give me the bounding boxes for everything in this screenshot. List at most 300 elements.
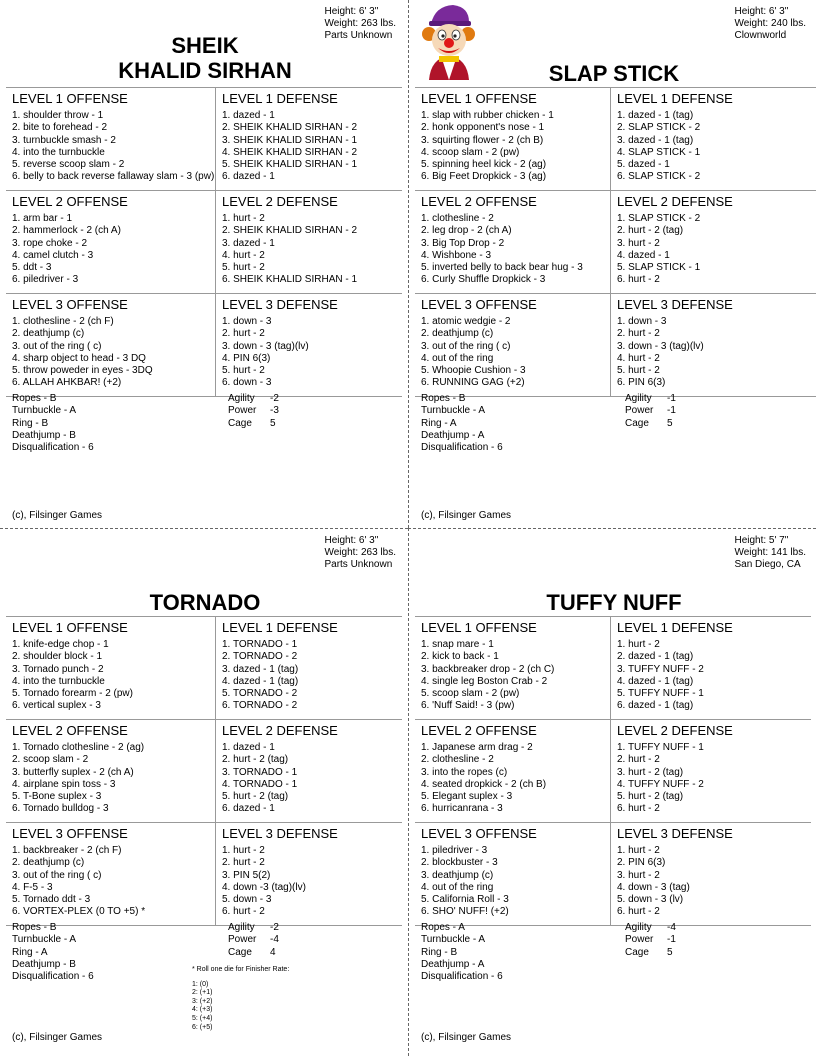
- card-sheik: [0, 0, 408, 528]
- stat-line: [625, 934, 676, 946]
- weight-text: Weight: 263 lbs.: [324, 18, 396, 29]
- stat-key: Cage: [228, 946, 252, 958]
- defense-move: 2. dazed - 1 (tag): [617, 651, 694, 663]
- defense-cell: [611, 823, 811, 925]
- offense-move: 5. spinning heel kick - 2 (ag): [421, 159, 547, 171]
- offense-move: 5. reverse scoop slam - 2: [12, 159, 125, 171]
- offense-move: 6. RUNNING GAG (+2): [421, 377, 525, 389]
- offense-cell: [415, 294, 611, 396]
- stat-line: [228, 922, 279, 934]
- defense-move: 1. hurt - 2: [617, 845, 660, 856]
- note-line: 6: (+5): [192, 1023, 213, 1031]
- hometown-text: Parts Unknown: [324, 559, 393, 570]
- note-line: 4: (+3): [192, 1006, 213, 1014]
- offense-move: 2. kick to back - 1: [421, 651, 499, 663]
- offense-move: 4. scoop slam - 2 (pw): [421, 146, 520, 158]
- copyright-text: (c), Filsinger Games: [421, 1032, 512, 1043]
- defense-move: 2. hurt - 2: [617, 328, 660, 340]
- offense-move: 1. Tornado clothesline - 2 (ag): [12, 742, 145, 753]
- offense-move: 5. inverted belly to back bear hug - 3: [421, 262, 583, 274]
- offense-move: 1. Japanese arm drag - 2: [421, 742, 533, 753]
- copyright-text: (c), Filsinger Games: [12, 510, 103, 521]
- offense-move: 4. F-5 - 3: [12, 881, 53, 893]
- defense-move: 4. down - 3 (tag): [617, 881, 690, 893]
- offense-cell: [415, 720, 611, 822]
- offense-move: 3. Big Top Drop - 2: [421, 237, 505, 249]
- offense-cell: [6, 294, 216, 396]
- offense-move: 5. Elegant suplex - 3: [421, 791, 513, 803]
- offense-move: 6. vertical suplex - 3: [12, 700, 101, 712]
- defense-cell: [216, 294, 402, 396]
- stat-value: -4: [270, 934, 279, 946]
- offense-move: 2. honk opponent's nose - 1: [421, 122, 545, 134]
- defense-title: LEVEL 2 DEFENSE: [222, 194, 338, 209]
- defense-move: 2. hurt - 2 (tag): [222, 754, 289, 766]
- offense-move: 3. turnbuckle smash - 2: [12, 134, 116, 146]
- offense-move: 4. into the turnbuckle: [12, 146, 105, 158]
- defense-move: 6. hurt - 2: [617, 906, 660, 918]
- height-text: Height: 6' 3": [734, 6, 789, 17]
- offense-move: 1. backbreaker - 2 (ch F): [12, 845, 122, 856]
- stats-right: [625, 393, 676, 430]
- stat-line: [228, 405, 279, 417]
- finisher-note: [192, 966, 289, 1032]
- defense-move: 3. TORNADO - 1: [222, 766, 298, 778]
- offense-move: 5. ddt - 3: [12, 262, 52, 274]
- stat-line: [228, 393, 279, 405]
- defense-move: 6. dazed - 1: [222, 171, 275, 183]
- offense-move: 4. seated dropkick - 2 (ch B): [421, 778, 547, 790]
- defense-move: 3. PIN 5(2): [222, 869, 271, 881]
- level-row: [415, 191, 816, 294]
- card-tornado: [0, 528, 408, 1056]
- offense-move: 1. clothesline - 2: [421, 213, 494, 224]
- defense-title: LEVEL 2 DEFENSE: [222, 723, 338, 738]
- stat-line: [625, 922, 676, 934]
- offense-move: 5. Tornado forearm - 2 (pw): [12, 688, 133, 700]
- defense-move: 2. SLAP STICK - 2: [617, 122, 701, 134]
- note-line: 1: (0): [192, 980, 209, 988]
- offense-move: 5. throw poweder in eyes - 3DQ: [12, 365, 153, 377]
- stat-key: Power: [228, 405, 257, 417]
- stat-line: [625, 405, 676, 417]
- wrestler-info: [324, 535, 396, 571]
- note-list: [192, 981, 289, 1033]
- defense-move: 2. hurt - 2 (tag): [617, 225, 684, 237]
- stat-value: -3: [270, 405, 279, 417]
- defense-move: 2. SHEIK KHALID SIRHAN - 2: [222, 122, 358, 134]
- defense-move: 5. TUFFY NUFF - 1: [617, 688, 704, 700]
- defense-move: 5. dazed - 1: [617, 159, 670, 171]
- offense-move: 2. shoulder block - 1: [12, 651, 103, 663]
- defense-title: LEVEL 2 DEFENSE: [617, 194, 733, 209]
- defense-cell: [611, 88, 816, 190]
- offense-title: LEVEL 2 OFFENSE: [421, 723, 537, 738]
- defense-move: 6. down - 3: [222, 377, 272, 389]
- offense-move: 3. butterfly suplex - 2 (ch A): [12, 766, 134, 778]
- defense-move: 4. dazed - 1: [617, 249, 670, 261]
- offense-move: 3. deathjump (c): [421, 869, 494, 881]
- defense-move: 6. hurt - 2: [617, 274, 660, 286]
- weight-text: Weight: 240 lbs.: [734, 18, 806, 29]
- defense-move: 5. hurt - 2 (tag): [617, 791, 684, 803]
- offense-move: 5. T-Bone suplex - 3: [12, 791, 102, 803]
- defense-move: 4. TUFFY NUFF - 2: [617, 778, 704, 790]
- defense-move: 3. dazed - 1 (tag): [617, 134, 694, 146]
- offense-move: 6. Tornado bulldog - 3: [12, 803, 109, 815]
- offense-move: 1. snap mare - 1: [421, 639, 494, 650]
- stats-right: [228, 393, 279, 430]
- defense-title: LEVEL 3 DEFENSE: [617, 297, 733, 312]
- weight-text: Weight: 141 lbs.: [734, 547, 806, 558]
- note-title: * Roll one die for Finisher Rate:: [192, 966, 290, 973]
- stat-line: Turnbuckle - A: [421, 934, 486, 946]
- offense-move: 6. hurricanrana - 3: [421, 803, 503, 815]
- defense-title: LEVEL 1 DEFENSE: [617, 91, 733, 106]
- defense-move: 2. PIN 6(3): [617, 857, 666, 869]
- stat-line: Ring - A: [421, 417, 457, 429]
- defense-move: 6. hurt - 2: [617, 803, 660, 815]
- stat-line: Ring - B: [12, 417, 49, 429]
- stat-key: Agility: [228, 922, 255, 933]
- stat-key: Agility: [625, 393, 652, 404]
- defense-move: 4. dazed - 1 (tag): [222, 675, 299, 687]
- wrestler-info: [324, 6, 396, 42]
- copyright-text: (c), Filsinger Games: [421, 510, 512, 521]
- defense-move: 5. hurt - 2: [222, 365, 265, 377]
- card-tuffy-nuff: [408, 528, 816, 1056]
- wrestler-name: [80, 33, 330, 83]
- defense-title: LEVEL 3 DEFENSE: [617, 826, 733, 841]
- stat-value: 5: [667, 417, 673, 429]
- defense-move: 1. dazed - 1: [222, 110, 275, 121]
- stat-key: Power: [625, 934, 654, 946]
- defense-move: 3. TUFFY NUFF - 2: [617, 663, 704, 675]
- defense-move: 2. hurt - 2: [222, 857, 265, 869]
- defense-cell: [611, 294, 816, 396]
- defense-move: 1. dazed - 1: [222, 742, 275, 753]
- offense-title: LEVEL 3 OFFENSE: [421, 826, 537, 841]
- offense-cell: [415, 88, 611, 190]
- defense-move: 5. hurt - 2: [617, 365, 660, 377]
- defense-move: 6. TORNADO - 2: [222, 700, 298, 712]
- defense-move: 1. down - 3: [222, 316, 272, 327]
- offense-title: LEVEL 1 OFFENSE: [421, 620, 537, 635]
- height-text: Height: 5' 7": [734, 535, 789, 546]
- name-line: KHALID SIRHAN: [118, 58, 292, 83]
- level-row: [415, 294, 816, 397]
- defense-move: 1. dazed - 1 (tag): [617, 110, 694, 121]
- offense-move: 3. Tornado punch - 2: [12, 663, 104, 675]
- stat-key: Cage: [228, 417, 252, 429]
- level-row: [6, 294, 402, 397]
- stat-line: [625, 418, 676, 430]
- stat-line: Ropes - A: [421, 922, 465, 933]
- stat-line: Disqualification - 6: [12, 971, 94, 983]
- stat-value: -1: [667, 405, 676, 417]
- defense-move: 4. down -3 (tag)(lv): [222, 881, 306, 893]
- offense-move: 3. rope choke - 2: [12, 237, 88, 249]
- name-line: SLAP STICK: [548, 61, 680, 86]
- name-line: SHEIK: [171, 33, 239, 58]
- move-grid: [6, 616, 402, 926]
- offense-move: 4. sharp object to head - 3 DQ: [12, 352, 146, 364]
- defense-move: 2. TORNADO - 2: [222, 651, 298, 663]
- stat-line: Ropes - B: [421, 393, 466, 404]
- note-line: 5: (+4): [192, 1014, 213, 1022]
- defense-move: 1. hurt - 2: [222, 213, 265, 224]
- offense-move: 2. blockbuster - 3: [421, 857, 498, 869]
- offense-title: LEVEL 2 OFFENSE: [12, 194, 128, 209]
- defense-move: 3. down - 3 (tag)(lv): [617, 340, 704, 352]
- stat-line: Disqualification - 6: [421, 971, 503, 983]
- stat-line: Deathjump - B: [12, 958, 76, 970]
- defense-move: 4. dazed - 1 (tag): [617, 675, 694, 687]
- offense-move: 2. hammerlock - 2 (ch A): [12, 225, 121, 237]
- defense-move: 6. dazed - 1 (tag): [617, 700, 694, 712]
- offense-cell: [6, 617, 216, 719]
- defense-move: 3. hurt - 2: [617, 237, 660, 249]
- wrestler-info: [734, 535, 806, 571]
- offense-title: LEVEL 3 OFFENSE: [12, 297, 128, 312]
- defense-title: LEVEL 2 DEFENSE: [617, 723, 733, 738]
- stat-line: Deathjump - B: [12, 429, 76, 441]
- offense-cell: [6, 191, 216, 293]
- defense-move: 6. SLAP STICK - 2: [617, 171, 701, 183]
- offense-move: 3. backbreaker drop - 2 (ch C): [421, 663, 555, 675]
- stats-right: [625, 922, 676, 959]
- defense-move: 6. dazed - 1: [222, 803, 275, 815]
- note-line: 2: (+1): [192, 989, 213, 997]
- defense-move: 3. hurt - 2: [617, 869, 660, 881]
- stat-line: Ring - B: [421, 946, 458, 958]
- defense-move: 2. hurt - 2: [617, 754, 660, 766]
- offense-move: 1. piledriver - 3: [421, 845, 488, 856]
- clown-image: [419, 4, 477, 80]
- defense-move: 3. hurt - 2 (tag): [617, 766, 684, 778]
- offense-move: 1. arm bar - 1: [12, 213, 73, 224]
- level-row: [6, 720, 402, 823]
- defense-move: 4. hurt - 2: [617, 352, 660, 364]
- stat-key: Power: [625, 405, 654, 417]
- offense-move: 5. scoop slam - 2 (pw): [421, 688, 520, 700]
- offense-move: 1. slap with rubber chicken - 1: [421, 110, 554, 121]
- offense-cell: [6, 88, 216, 190]
- stat-key: Agility: [228, 393, 255, 404]
- offense-move: 6. SHO' NUFF! (+2): [421, 906, 509, 918]
- defense-title: LEVEL 1 DEFENSE: [222, 91, 338, 106]
- defense-move: 5. hurt - 2 (tag): [222, 791, 289, 803]
- move-grid: [415, 616, 811, 926]
- level-row: [415, 88, 816, 191]
- offense-move: 1. knife-edge chop - 1: [12, 639, 109, 650]
- card-slap-stick: [408, 0, 816, 528]
- defense-move: 6. SHEIK KHALID SIRHAN - 1: [222, 274, 358, 286]
- stat-value: -2: [270, 922, 279, 933]
- defense-cell: [611, 191, 816, 293]
- stat-value: -1: [667, 934, 676, 946]
- offense-move: 6. Big Feet Dropkick - 3 (ag): [421, 171, 547, 183]
- move-grid: [6, 87, 402, 397]
- offense-title: LEVEL 2 OFFENSE: [421, 194, 537, 209]
- offense-move: 4. out of the ring: [421, 881, 494, 893]
- stat-line: Turnbuckle - A: [421, 405, 486, 417]
- stat-line: Disqualification - 6: [421, 442, 503, 454]
- stat-value: -2: [270, 393, 279, 404]
- offense-move: 3. out of the ring ( c): [421, 340, 511, 352]
- stat-line: Ring - A: [12, 946, 48, 958]
- defense-move: 4. PIN 6(3): [222, 352, 271, 364]
- wrestler-name: [80, 590, 330, 615]
- defense-cell: [611, 720, 811, 822]
- offense-title: LEVEL 1 OFFENSE: [12, 620, 128, 635]
- offense-move: 4. camel clutch - 3: [12, 249, 94, 261]
- offense-move: 2. deathjump (c): [12, 857, 85, 869]
- stat-value: 4: [270, 946, 276, 958]
- defense-move: 2. SHEIK KHALID SIRHAN - 2: [222, 225, 358, 237]
- defense-title: LEVEL 3 DEFENSE: [222, 297, 338, 312]
- defense-move: 5. hurt - 2: [222, 262, 265, 274]
- stat-line: Ropes - B: [12, 393, 57, 404]
- stat-line: [228, 934, 279, 946]
- offense-move: 1. clothesline - 2 (ch F): [12, 316, 114, 327]
- stat-key: Cage: [625, 417, 649, 429]
- hometown-text: San Diego, CA: [734, 559, 801, 570]
- stats-left: [12, 393, 94, 454]
- stat-value: 5: [667, 946, 673, 958]
- stat-value: 5: [270, 417, 276, 429]
- height-text: Height: 6' 3": [324, 6, 379, 17]
- offense-move: 5. Whoopie Cushion - 3: [421, 365, 526, 377]
- offense-move: 1. atomic wedgie - 2: [421, 316, 511, 327]
- name-line: TORNADO: [149, 590, 261, 615]
- defense-cell: [216, 720, 402, 822]
- defense-move: 2. hurt - 2: [222, 328, 265, 340]
- stats-left: [421, 393, 503, 454]
- level-row: [6, 88, 402, 191]
- offense-move: 6. ALLAH AHKBAR! (+2): [12, 377, 122, 389]
- offense-title: LEVEL 1 OFFENSE: [421, 91, 537, 106]
- defense-move: 6. PIN 6(3): [617, 377, 666, 389]
- defense-cell: [216, 88, 402, 190]
- wrestler-name: [519, 61, 709, 86]
- defense-move: 1. down - 3: [617, 316, 667, 327]
- level-row: [415, 720, 811, 823]
- offense-move: 6. Curly Shuffle Dropkick - 3: [421, 274, 546, 286]
- defense-title: LEVEL 3 DEFENSE: [222, 826, 338, 841]
- defense-move: 4. SHEIK KHALID SIRHAN - 2: [222, 146, 358, 158]
- stat-line: Deathjump - A: [421, 958, 485, 970]
- offense-move: 5. California Roll - 3: [421, 894, 509, 906]
- offense-move: 2. scoop slam - 2: [12, 754, 89, 766]
- offense-move: 1. shoulder throw - 1: [12, 110, 104, 121]
- defense-title: LEVEL 1 DEFENSE: [617, 620, 733, 635]
- defense-move: 4. TORNADO - 1: [222, 778, 298, 790]
- offense-move: 4. out of the ring: [421, 352, 494, 364]
- offense-move: 4. single leg Boston Crab - 2: [421, 675, 548, 687]
- offense-title: LEVEL 3 OFFENSE: [12, 826, 128, 841]
- defense-move: 5. SLAP STICK - 1: [617, 262, 701, 274]
- stat-line: [228, 947, 279, 959]
- defense-move: 4. SLAP STICK - 1: [617, 146, 701, 158]
- stat-key: Agility: [625, 922, 652, 933]
- stat-line: Ropes - B: [12, 922, 57, 933]
- defense-move: 3. dazed - 1 (tag): [222, 663, 299, 675]
- copyright-text: (c), Filsinger Games: [12, 1032, 103, 1043]
- level-row: [415, 617, 811, 720]
- offense-move: 3. squirting flower - 2 (ch B): [421, 134, 544, 146]
- defense-move: 3. down - 3 (tag)(lv): [222, 340, 309, 352]
- offense-cell: [6, 720, 216, 822]
- offense-move: 2. clothesline - 2: [421, 754, 494, 766]
- defense-move: 5. TORNADO - 2: [222, 688, 298, 700]
- stat-line: [625, 947, 676, 959]
- stats-left: [421, 922, 503, 983]
- stat-line: Deathjump - A: [421, 429, 485, 441]
- defense-move: 1. TUFFY NUFF - 1: [617, 742, 704, 753]
- stat-line: [625, 393, 676, 405]
- defense-move: 3. SHEIK KHALID SIRHAN - 1: [222, 134, 358, 146]
- offense-move: 2. bite to forehead - 2: [12, 122, 108, 134]
- offense-move: 3. out of the ring ( c): [12, 340, 102, 352]
- stat-value: -1: [667, 393, 676, 404]
- stat-key: Cage: [625, 946, 649, 958]
- offense-move: 6. VORTEX-PLEX (0 TO +5) *: [12, 906, 146, 918]
- offense-cell: [415, 191, 611, 293]
- level-row: [6, 617, 402, 720]
- stats-left: [12, 922, 94, 983]
- defense-cell: [216, 191, 402, 293]
- defense-move: 3. dazed - 1: [222, 237, 275, 249]
- defense-move: 1. hurt - 2: [617, 639, 660, 650]
- offense-title: LEVEL 3 OFFENSE: [421, 297, 537, 312]
- defense-cell: [216, 823, 402, 925]
- offense-move: 4. airplane spin toss - 3: [12, 778, 116, 790]
- name-line: TUFFY NUFF: [546, 590, 682, 615]
- note-line: 3: (+2): [192, 997, 213, 1005]
- defense-move: 6. hurt - 2: [222, 906, 265, 918]
- offense-cell: [415, 823, 611, 925]
- level-row: [415, 823, 811, 926]
- offense-move: 6. 'Nuff Said! - 3 (pw): [421, 700, 515, 712]
- hometown-text: Clownworld: [734, 30, 787, 41]
- defense-move: 5. SHEIK KHALID SIRHAN - 1: [222, 159, 358, 171]
- defense-move: 1. SLAP STICK - 2: [617, 213, 701, 224]
- hometown-text: Parts Unknown: [324, 30, 393, 41]
- defense-title: LEVEL 1 DEFENSE: [222, 620, 338, 635]
- defense-cell: [611, 617, 811, 719]
- height-text: Height: 6' 3": [324, 535, 379, 546]
- stat-key: Power: [228, 934, 257, 946]
- defense-move: 5. down - 3 (lv): [617, 894, 684, 906]
- stat-line: Turnbuckle - A: [12, 934, 77, 946]
- offense-move: 5. Tornado ddt - 3: [12, 894, 91, 906]
- weight-text: Weight: 263 lbs.: [324, 547, 396, 558]
- offense-move: 2. deathjump (c): [421, 328, 494, 340]
- offense-move: 6. piledriver - 3: [12, 274, 79, 286]
- offense-move: 2. deathjump (c): [12, 328, 85, 340]
- defense-cell: [216, 617, 402, 719]
- offense-move: 6. belly to back reverse fallaway slam - 3 (pw): [12, 171, 215, 183]
- stat-line: Disqualification - 6: [12, 442, 94, 454]
- stat-line: Turnbuckle - A: [12, 405, 77, 417]
- level-row: [6, 823, 402, 926]
- level-row: [6, 191, 402, 294]
- offense-move: 3. into the ropes (c): [421, 766, 508, 778]
- defense-move: 5. down - 3: [222, 894, 272, 906]
- offense-move: 3. out of the ring ( c): [12, 869, 102, 881]
- defense-move: 1. hurt - 2: [222, 845, 265, 856]
